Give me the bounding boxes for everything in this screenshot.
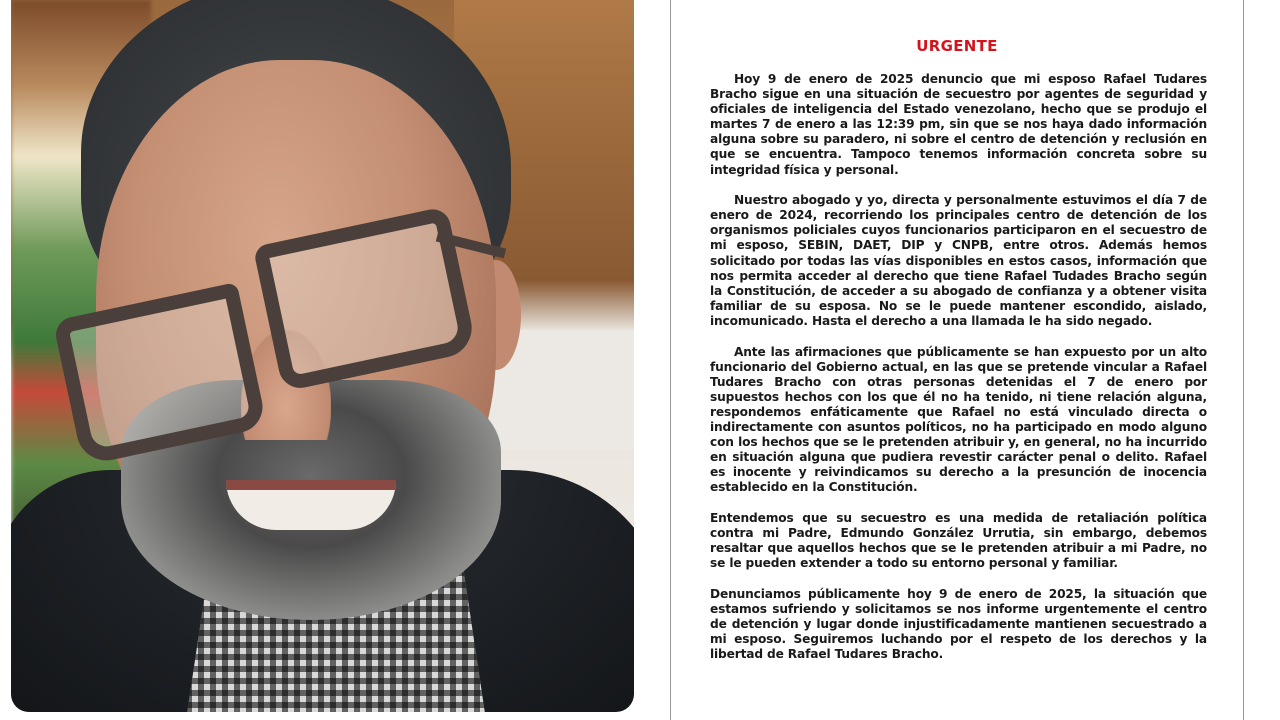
portrait-photo <box>11 0 634 712</box>
paragraph-5: Denunciamos públicamente hoy 9 de enero de 2025, la situación que estamos sufriendo y solicitamos se nos informe urgentemente el centro de detención y lugar donde injustificadamente mantienen secuestrado a mi esposo. Seguiremos luchando por el respeto de los derechos y la libertad de Rafael Tudares Bracho. <box>710 586 1207 662</box>
document-title: URGENTE <box>916 37 998 55</box>
paragraph-3: Ante las afirmaciones que públicamente se han expuesto por un alto funcionario del Gobierno actual, en las que se pretende vincular a Rafael Tudares Bracho con otras personas detenidas el 7 de enero por supuestos hechos con los que él no ha tenido, ni tiene relación alguna, respondemos enfáticamente que Rafael no está vinculado directa o indirectamente con asuntos políticos, no ha participado en modo alguno con los hechos que se le pretenden atribuir y, en general, no ha incurrido en situación alguna que pudiera revestir carácter penal o delito. Rafael es inocente y reivindicamos su derecho a la presunción de inocencia establecido en la Constitución. <box>710 344 1207 495</box>
document-body <box>710 72 1207 678</box>
paragraph-1: Hoy 9 de enero de 2025 denuncio que mi esposo Rafael Tudares Bracho sigue en una situación de secuestro por agentes de seguridad y oficiales de inteligencia del Estado venezolano, hecho que se produjo el martes 7 de enero a las 12:39 pm, sin que se nos haya dado información alguna sobre su paradero, ni sobre el centro de detención y reclusión en que se encuentra. Tampoco tenemos información concreta sobre su integridad física y personal. <box>710 72 1207 177</box>
statement-document <box>670 0 1244 720</box>
paragraph-2: Nuestro abogado y yo, directa y personalmente estuvimos el día 7 de enero de 2024, recorriendo los principales centro de detención de los organismos policiales cuyos funcionarios participaron en el secuestro de mi esposo, SEBIN, DAET, DIP y CNPB, entre otros. Además hemos solicitado por todas las vías disponibles en estos casos, información que nos permita acceder al derecho que tiene Rafael Tudades Bracho según la Constitución, de acceder a su abogado de confianza y a obtener visita familiar de su esposa. No se le puede mantener escondido, aislado, incomunicado. Hasta el derecho a una llamada le ha sido negado. <box>710 193 1207 328</box>
photo-smile <box>226 480 396 530</box>
paragraph-4: Entendemos que su secuestro es una medida de retaliación política contra mi Padre, Edmundo González Urrutia, sin embargo, debemos resaltar que aquellos hechos que se le pretenden atribuir a mi Padre, no se le pueden extender a todo su entorno personal y familiar. <box>710 510 1207 571</box>
